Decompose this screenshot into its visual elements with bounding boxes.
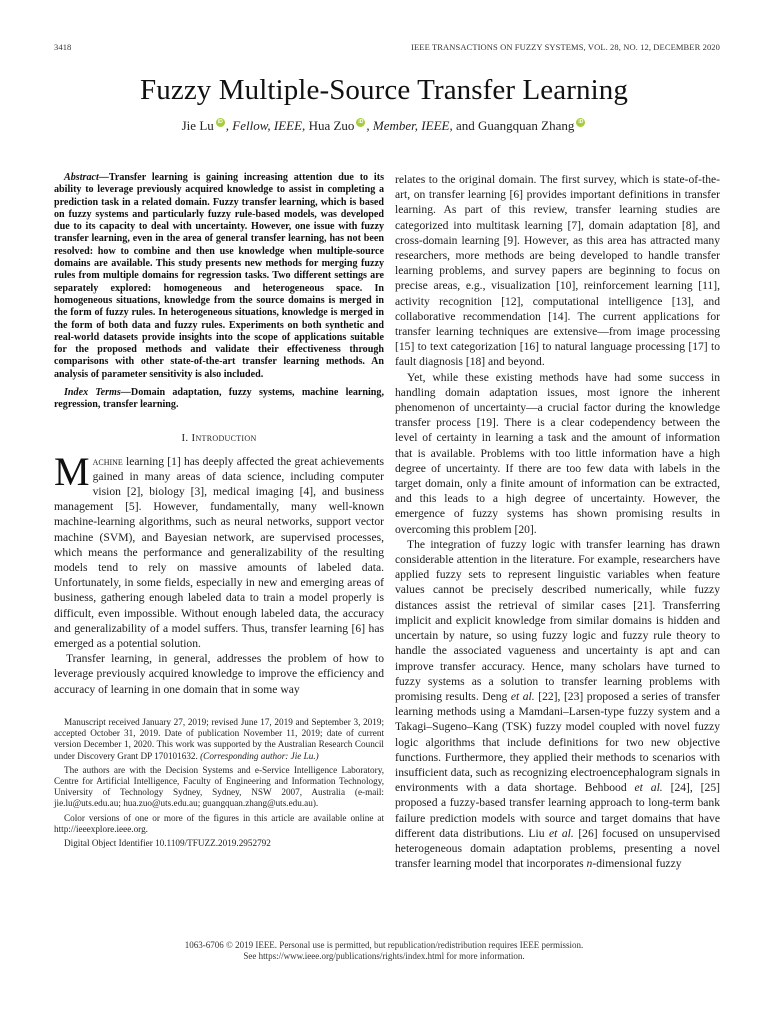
author-2-name: Hua Zuo — [305, 118, 355, 133]
right-paragraph-3 — [395, 537, 720, 871]
intro-paragraph-2: Transfer learning, in general, addresses the problem of how to leverage previously acquired knowledge to improve the efficiency and accuracy of learning in one domain that in some way — [54, 652, 384, 696]
intro-paragraph-1 — [54, 448, 384, 652]
p3-text-e: -dimensional fuzzy — [592, 857, 682, 871]
section-numeral: I. — [181, 431, 192, 444]
p3-text-c: [24], [25] proposed a fuzzy-based transfer learning approach to long-term bank failure prediction models with source and target domains that have different data distributions. Liu — [395, 781, 721, 840]
right-paragraph-2: Yet, while these existing methods have had some success in handling domain adaptation issues, most ignore the inherent phenomenon of uncertainty—a crucial factor during the knowledge transfer process [19]. There is a clear codependency between the level of certainty in learning a task and the amount of information that is available. Problems with too little information have a high degree of uncertainty. If there are too few data with labels in the target domain, only a finite amount of information can be extracted, and this leads to a high degree of uncertainty. However, the emergence of fuzzy systems has shown promising results in overcoming this problem [20]. — [395, 370, 720, 536]
footnote-manuscript — [54, 717, 384, 762]
section-title: Introduction — [191, 431, 257, 444]
p3-etal: et al. — [510, 689, 535, 703]
footnotes — [54, 717, 384, 849]
right-paragraph-1: relates to the original domain. The first survey, which is state-of-the-art, on transfer learning [6] provides important definitions in transfer learning. As part of this review, transfer learning studies are categorized into multitask learning [7], domain adaptation [8], and cross-domain learning [9]. However, as this area has attracted many researchers, more methods are being developed to handle transfer learning problems, and survey papers are beginning to focus on precise areas, e.g., visualization [10], reinforcement learning [11], activity recognition [12], computational intelligence [13], and collaborative recommendation [14]. The current applications for transfer learning techniques are extensive—from image processing [15] to text categorization [16] to natural language processing [17] to fault diagnosis [18] and beyond. — [395, 173, 720, 369]
footnote-color: Color versions of one or more of the figures in this article are available online at http://ieeexplore.ieee.org. — [54, 812, 384, 834]
orcid-icon[interactable] — [216, 118, 225, 127]
index-terms-label: Index Terms— — [64, 387, 131, 399]
footnote-manuscript-text: Manuscript received January 27, 2019; revised June 17, 2019 and September 3, 2019; accepted October 31, 2019. Date of publication November 11, 2019; date of current version December 1, 2020. This work was supported by the Australian Research Council under Discovery Grant DP 170101632. — [54, 716, 384, 761]
author-1-role: , Fellow, IEEE, — [225, 118, 306, 133]
footnote-doi: Digital Object Identifier 10.1109/TFUZZ.2019.2952792 — [64, 837, 271, 848]
footnote-affiliation: The authors are with the Decision Systems and e-Service Intelligence Laboratory, Centre for Artificial Intelligence, Faculty of Engineering and Information Technology, University of Technology Sydney, Sydney, NSW 2007, Australia (e-mail: jie.lu@uts.edu.au; hua.zuo@uts.edu.au; guangquan.zhang@uts.edu.au). — [54, 764, 384, 809]
author-line — [0, 118, 768, 134]
copyright-line: 1063-6706 © 2019 IEEE. Personal use is permitted, but republication/redistribution requires IEEE permission. — [184, 940, 584, 950]
abstract — [54, 172, 384, 381]
p3-etal: et al. — [634, 781, 663, 795]
p3-text-b: [22], [23] proposed a series of transfer learning methods using a Mamdani–Larsen-type fuzzy system and a Takagi–Sugeno–Kang (TSK) fuzzy model coupled with novel fuzzy logic algorithms that include definitions for two new objective functions. Furthermore, they applied their methods to scenarios with insufficient data, such as recognizing electroencephalogram signals in environments with a data shortage. Behbood — [395, 689, 720, 795]
page-number: 3418 — [54, 42, 72, 52]
drop-cap: M — [54, 448, 90, 494]
footnote-corresponding: (Corresponding author: Jie Lu.) — [200, 750, 319, 761]
copyright-footer — [0, 940, 768, 962]
journal-header: IEEE TRANSACTIONS ON FUZZY SYSTEMS, VOL. 28, NO. 12, DECEMBER 2020 — [411, 42, 720, 52]
paper-title: Fuzzy Multiple-Source Transfer Learning — [140, 74, 628, 106]
author-3-name: and Guangquan Zhang — [452, 118, 575, 133]
abstract-text: Transfer learning is gaining increasing attention due to its ability to leverage previously acquired knowledge to assist in completing a prediction task in a related domain. Fuzzy transfer learning, which is based on fuzzy systems and particularly fuzzy rule-based models, was developed due to its capacity to deal with uncertainty. However, one issue with fuzzy transfer learning, even in the area of general transfer learning, has not been resolved: how to combine and then use knowledge when multiple-source domains are available. This study presents new methods for merging fuzzy rules from multiple domains for regression tasks. Two different settings are separately explored: homogeneous and heterogeneous space. In homogeneous situations, knowledge from the source domains is merged in the form of fuzzy rules. In heterogeneous situations, knowledge is merged in the form of both data and fuzzy rules. Experiments on both synthetic and real-world datasets provide insights into the scope of applications suitable for the proposed methods and validate their effectiveness through comparisons with other state-of-the-art transfer learning methods. An analysis of parameter sensitivity is also included. — [54, 172, 384, 380]
section-heading — [54, 432, 384, 444]
p3-text-a: The integration of fuzzy logic with transfer learning has drawn considerable attention in the literature. For example, researchers have applied fuzzy sets to represent linguistic variables when feature values cannot be precisely described numerically, while fuzzy distances assist the retrieval of similar cases [21]. Transferring implicit and explicit knowledge from similar domains is hidden and uncertain by nature, so using fuzzy logic and fuzzy rule theory to handle the associated vagueness and uncertainty is apt and can improve transfer accuracy. Hence, many scholars have turned to fuzzy systems as a solution to transfer learning problems with promising results. Deng — [395, 537, 720, 703]
author-2-role: , Member, IEEE, — [366, 118, 453, 133]
p3-text-d: [26] focused on unsupervised heterogeneous domain adaptation problems, presenting a novel transfer learning model that incorporates — [395, 826, 720, 871]
orcid-icon[interactable] — [356, 118, 365, 127]
right-column — [395, 172, 720, 871]
intro-first-word: achine — [92, 454, 123, 468]
orcid-icon[interactable] — [576, 118, 585, 127]
p3-n: n — [586, 857, 593, 871]
p3-etal: et al. — [549, 826, 574, 840]
abstract-label: Abstract— — [64, 172, 109, 183]
author-1-name: Jie Lu — [181, 118, 214, 133]
intro-p1-text: learning [1] has deeply affected the great achievements gained in many areas of data science, including computer vision [2], biology [3], medical imaging [4], and business management [5]. However, fundamentally, many well-known machine-learning algorithms, such as neural networks, support vector machine (SVM), and Bayesian network, are supervised processes, which means the performance and generalizability of the resulting models tend to rely on massive amounts of labeled data. Unfortunately, in some fields, especially in new and emerging areas of business, gathering enough labeled data to train a model properly is difficult, even impossible. Without enough labeled data, the accuracy and generalizability of a model suffers. Thus, transfer learning [6] has emerged as a potential solution. — [54, 454, 384, 651]
index-terms — [54, 387, 384, 412]
rights-link-line: See https://www.ieee.org/publications/rights/index.html for more information. — [243, 951, 525, 961]
left-column — [54, 172, 384, 852]
index-terms-text: Domain adaptation, fuzzy systems, machine learning, regression, transfer learning. — [54, 387, 384, 411]
